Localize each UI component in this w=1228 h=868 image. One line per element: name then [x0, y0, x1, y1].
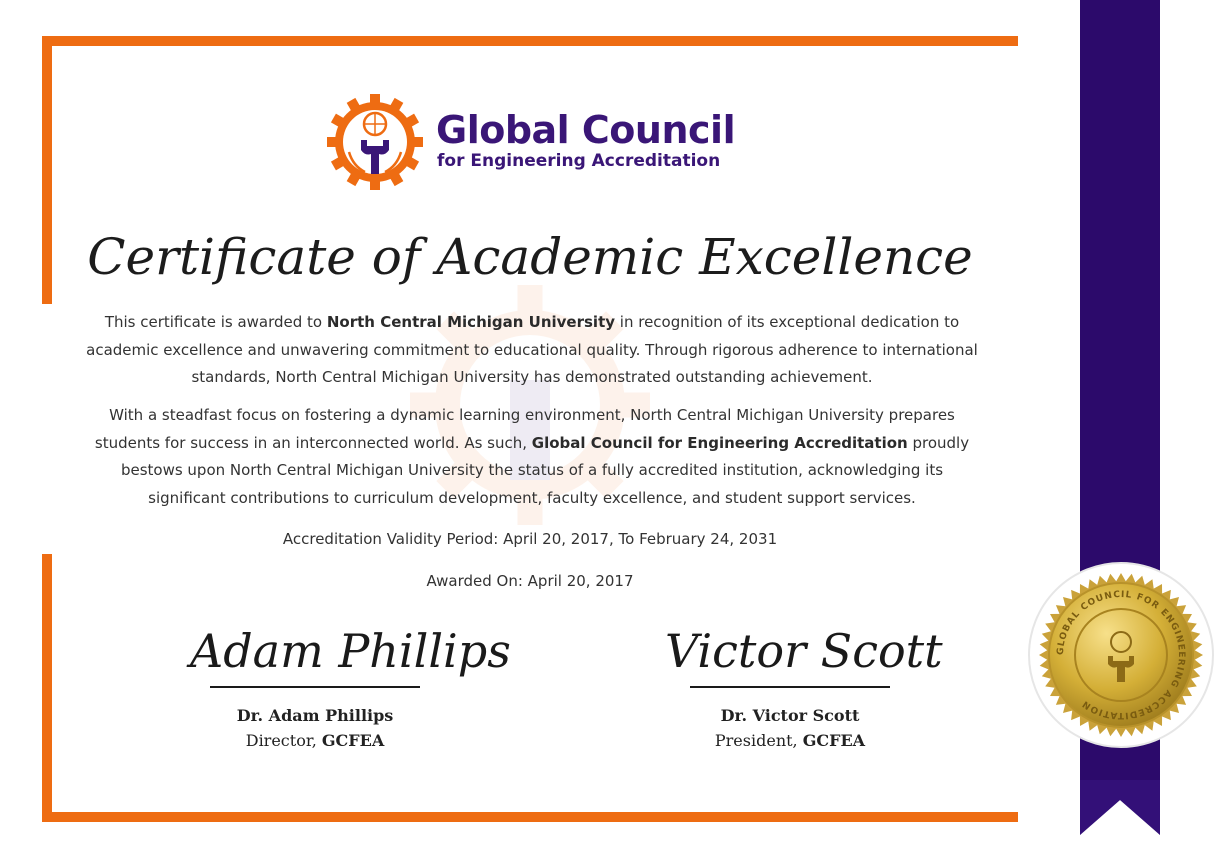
- organization-name: Global Council: [436, 108, 736, 152]
- award-text-start: This certificate is awarded to: [104, 313, 327, 331]
- gcfea-logo-icon: [325, 92, 425, 192]
- institution-name: North Central Michigan University: [326, 313, 616, 331]
- certificate-title: Certificate of Academic Excellence: [87, 228, 973, 286]
- frame-bottom-border: [42, 812, 1018, 822]
- frame-left-border-lower: [42, 554, 52, 822]
- director-title: Director,: [245, 730, 322, 750]
- director-signature: Adam Phillips: [190, 624, 511, 678]
- director-role: [190, 731, 440, 750]
- president-title: President,: [714, 730, 803, 750]
- accreditation-paragraph: [84, 402, 980, 512]
- signature-line: [690, 686, 890, 688]
- signature-line: [210, 686, 420, 688]
- accreditation-text-end: proudly bestows upon North Central Michigan University the status of a fully accredited institution, acknowledging its significant contributions to curriculum development, faculty excellence, and student support services.: [120, 433, 970, 507]
- accrediting-organization: Global Council for Engineering Accreditation: [531, 433, 908, 452]
- president-role: [665, 731, 915, 750]
- president-signature: Victor Scott: [665, 624, 943, 678]
- validity-period: Accreditation Validity Period: April 20, 2017, To February 24, 2031: [282, 530, 778, 548]
- director-org: GCFEA: [321, 730, 385, 750]
- accreditation-text-start: With a steadfast focus on fostering a dynamic learning environment, North Central Michigan University prepares students for success in an interconnected world. As such,: [94, 406, 955, 452]
- award-paragraph: [84, 309, 980, 392]
- organization-subtitle: for Engineering Accreditation: [437, 151, 721, 171]
- gold-seal-icon: [1026, 560, 1216, 750]
- president-name: Dr. Victor Scott: [720, 705, 860, 725]
- director-name: Dr. Adam Phillips: [236, 705, 394, 725]
- frame-top-border: [42, 36, 1018, 46]
- president-org: GCFEA: [802, 730, 866, 750]
- signature-block-president: [665, 620, 943, 750]
- seal-ring-text: GLOBAL COUNCIL FOR ENGINEERING ACCREDITATION: [1055, 589, 1187, 721]
- signature-block-director: [190, 620, 511, 750]
- awarded-date: Awarded On: April 20, 2017: [426, 572, 634, 590]
- award-text-end: in recognition of its exceptional dedication to academic excellence and unwavering commitment to educational quality. Through rigorous adherence to international standards, North Central Michigan University has demonstrated outstanding achievement.: [86, 313, 978, 386]
